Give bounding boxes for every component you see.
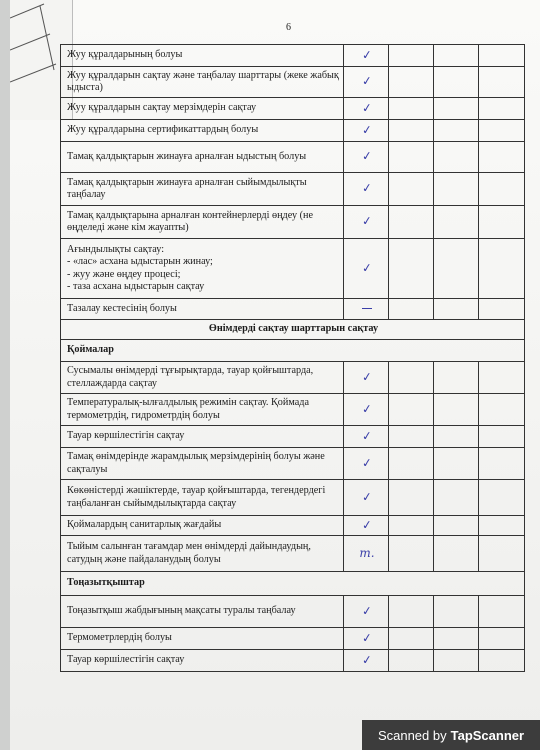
assessment-cell[interactable] [434,120,479,142]
checklist-row [61,596,525,628]
assessment-cell[interactable] [389,516,434,536]
assessment-cell[interactable] [389,628,434,650]
assessment-cell[interactable] [434,173,479,206]
requirement-text: Көкөністерді жәшіктерде, тауар қойғыштарда, тегендердегі таңбаланған сыйымдылықтарда сақтау [61,480,344,516]
assessment-cell[interactable] [479,448,525,480]
check-mark-icon: ✓ [361,47,373,63]
check-mark-icon: ✓ [361,630,373,646]
check-mark-icon: ✓ [361,603,373,619]
assessment-cell[interactable] [389,448,434,480]
assessment-cell[interactable] [344,120,389,142]
watermark-prefix: Scanned by [377,727,447,743]
requirement-text: Тауар көршілестігін сақтау [61,426,344,448]
assessment-cell[interactable] [434,628,479,650]
dash-mark-icon [362,308,372,309]
checklist-row [61,536,525,572]
assessment-cell[interactable] [344,650,389,672]
assessment-cell[interactable] [434,536,479,572]
requirement-text: Жуу құралдарын сақтау мерзімдерін сақтау [61,98,344,120]
checklist-row [61,98,525,120]
check-mark-icon: ✓ [361,455,373,471]
assessment-cell[interactable] [479,98,525,120]
assessment-cell[interactable] [344,480,389,516]
checklist-row [61,426,525,448]
assessment-cell[interactable] [344,628,389,650]
assessment-cell[interactable] [344,362,389,394]
assessment-cell[interactable] [344,516,389,536]
checklist-row [61,206,525,239]
assessment-cell[interactable] [434,394,479,426]
subsection-heading: Қоймалар [61,340,525,362]
checklist-row [61,299,525,320]
checklist-row [61,448,525,480]
assessment-cell[interactable] [434,448,479,480]
check-mark-icon: ✓ [361,73,373,89]
assessment-cell[interactable] [434,45,479,67]
assessment-cell[interactable] [479,362,525,394]
checklist-row [61,516,525,536]
assessment-cell[interactable] [344,239,389,299]
checklist-row [61,67,525,98]
assessment-cell[interactable] [389,299,434,320]
assessment-cell[interactable] [479,120,525,142]
requirement-text: Тамақ қалдықтарын жинауға арналған ыдыстың болуы [61,142,344,173]
checklist-row [61,120,525,142]
section-heading-row [61,320,525,340]
requirement-text: Тамақ қалдықтарын жинауға арналған сыйымдылықты таңбалау [61,173,344,206]
assessment-cell[interactable] [479,394,525,426]
assessment-cell[interactable] [389,480,434,516]
assessment-cell[interactable] [479,516,525,536]
subsection-heading: Тоңазытқыштар [61,572,525,596]
requirement-text: Жуу құралдарының болуы [61,45,344,67]
assessment-cell[interactable] [434,142,479,173]
assessment-cell[interactable] [434,650,479,672]
assessment-cell[interactable] [389,120,434,142]
assessment-cell[interactable] [344,173,389,206]
check-mark-icon: ✓ [361,428,373,444]
assessment-cell[interactable] [434,426,479,448]
checklist-row [61,628,525,650]
assessment-cell[interactable] [434,480,479,516]
check-mark-icon: ✓ [361,100,373,116]
requirement-line: - «лас» асхана ыдыстарын жинау; [67,256,213,268]
requirement-text: Температуралық-ылғалдылық режимін сақтау. Қоймада термометрдің, гидрометрдің болуы [61,394,344,426]
assessment-cell[interactable] [389,173,434,206]
assessment-cell[interactable] [389,394,434,426]
assessment-cell[interactable] [344,596,389,628]
check-mark-icon: ✓ [361,652,373,668]
assessment-cell[interactable] [344,448,389,480]
checklist-row [61,650,525,672]
requirement-text: Сусымалы өнімдерді тұғырықтарда, тауар қойғыштарда, стеллаждарда сақтау [61,362,344,394]
check-mark-icon: ✓ [361,148,373,164]
checklist-row [61,394,525,426]
requirement-text: Тазалау кестесінің болуы [61,299,344,320]
requirement-text: Тамақ қалдықтарына арналған контейнерлерді өңдеу (не өңделеді және кім жауапты) [61,206,344,239]
requirement-text: Жуу құралдарын сақтау және таңбалау шарттары (жеке жабық ыдыста) [61,67,344,98]
assessment-cell[interactable] [389,239,434,299]
requirement-text: Тамақ өнімдерінде жарамдылық мерзімдерінің болуы және сақталуы [61,448,344,480]
assessment-cell[interactable] [344,426,389,448]
checklist-row [61,480,525,516]
assessment-cell[interactable] [479,206,525,239]
check-mark-icon: ✓ [361,180,373,196]
assessment-cell[interactable] [434,98,479,120]
assessment-cell[interactable] [479,67,525,98]
check-mark-icon: ✓ [361,122,373,138]
assessment-cell[interactable] [389,596,434,628]
assessment-cell[interactable] [389,362,434,394]
requirement-text: Тыйым салынған тағамдар мен өнімдерді дайындаудың, сатудың және пайдаланудың болуы [61,536,344,572]
requirement-text: Жуу құралдарына сертификаттардың болуы [61,120,344,142]
requirement-text: Термометрлердің болуы [61,628,344,650]
check-mark-icon: ✓ [361,401,373,417]
assessment-cell[interactable] [344,299,389,320]
assessment-cell[interactable] [479,142,525,173]
subsection-heading-row [61,340,525,362]
section-heading: Өнімдерді сақтау шарттарын сақтау [61,320,525,340]
assessment-cell[interactable] [389,67,434,98]
assessment-cell[interactable] [479,426,525,448]
requirement-text: Тоңазытқыш жабдығының мақсаты туралы таңбалау [61,596,344,628]
assessment-cell[interactable] [479,536,525,572]
assessment-cell[interactable] [479,45,525,67]
assessment-cell[interactable] [479,239,525,299]
assessment-cell[interactable] [479,628,525,650]
assessment-cell[interactable] [344,67,389,98]
assessment-cell[interactable] [479,480,525,516]
assessment-cell[interactable] [344,206,389,239]
assessment-cell[interactable] [344,394,389,426]
assessment-cell[interactable] [389,45,434,67]
assessment-cell[interactable] [389,536,434,572]
assessment-cell[interactable] [344,98,389,120]
assessment-cell[interactable] [434,206,479,239]
checklist-table [60,44,525,672]
check-mark-icon: ✓ [361,369,373,385]
scanner-watermark [362,720,540,750]
assessment-cell[interactable] [434,299,479,320]
check-mark-icon: ✓ [361,489,373,505]
assessment-cell[interactable] [434,362,479,394]
check-mark-icon: ✓ [361,260,373,276]
check-mark-icon: ✓ [361,517,373,533]
assessment-cell[interactable] [389,650,434,672]
requirement-line: Ағындылықты сақтау: [67,244,165,256]
assessment-cell[interactable] [344,142,389,173]
requirement-text [61,239,344,299]
assessment-cell[interactable] [389,426,434,448]
page-number: 6 [286,22,291,33]
assessment-cell[interactable] [434,596,479,628]
assessment-cell[interactable] [434,67,479,98]
assessment-cell[interactable] [344,536,389,572]
requirement-text: Қоймалардың санитарлық жағдайы [61,516,344,536]
assessment-cell[interactable] [389,142,434,173]
requirement-line: - жуу және өңдеу процесі; [67,268,181,280]
assessment-cell[interactable] [479,173,525,206]
requirement-text: Тауар көршілестігін сақтау [61,650,344,672]
checklist-row [61,142,525,173]
assessment-cell[interactable] [344,45,389,67]
checklist-row [61,173,525,206]
assessment-cell[interactable] [434,239,479,299]
checklist-row [61,239,525,299]
assessment-cell[interactable] [434,516,479,536]
assessment-cell[interactable] [479,650,525,672]
check-mark-icon: ✓ [361,213,373,229]
assessment-cell[interactable] [479,299,525,320]
assessment-cell[interactable] [479,596,525,628]
assessment-cell[interactable] [389,98,434,120]
handwritten-mark: т. [359,545,375,560]
requirement-line: - таза асхана ыдыстарын сақтау [67,280,205,292]
subsection-heading-row [61,572,525,596]
checklist-row [61,362,525,394]
assessment-cell[interactable] [389,206,434,239]
document-page [10,0,540,750]
checklist-row [61,45,525,67]
watermark-brand: TapScanner [450,727,525,743]
